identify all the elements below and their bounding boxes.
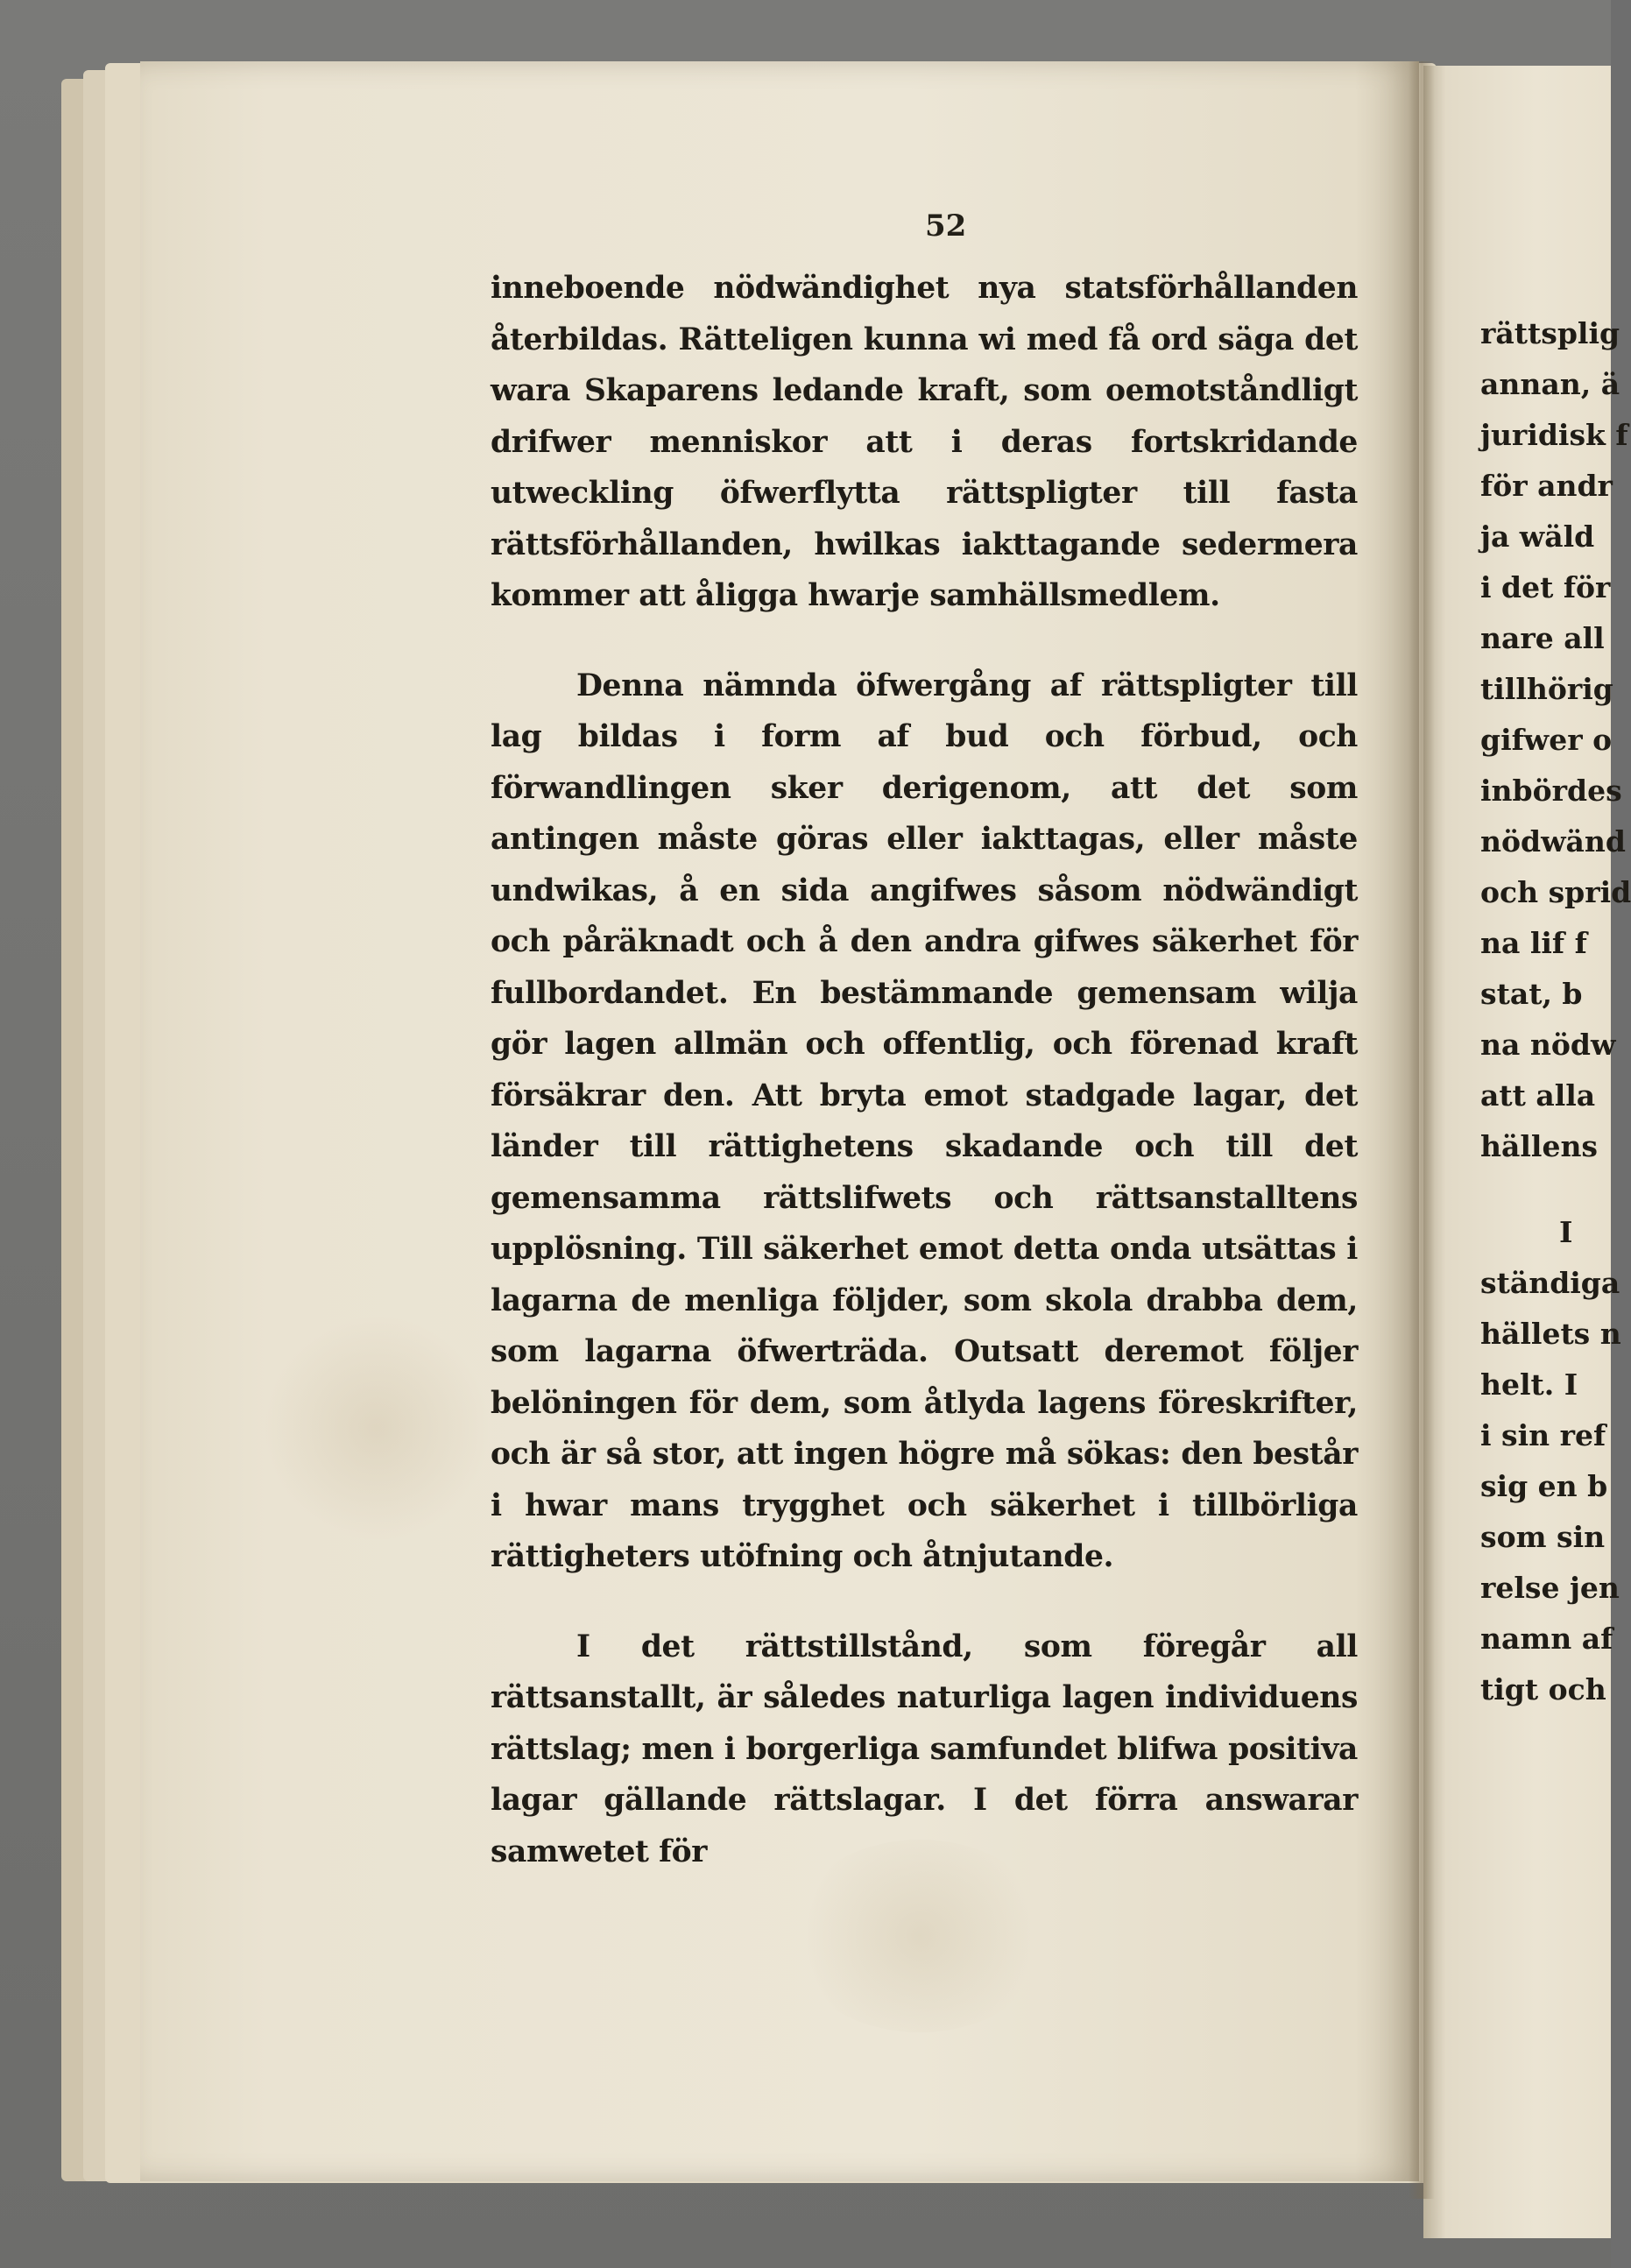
fragment-line: tillhörig (1480, 672, 1613, 706)
fragment-line: och sprid (1480, 875, 1631, 909)
paper-stain (263, 1314, 491, 1542)
fragment-line: i det för (1480, 570, 1611, 604)
fragment-line: hällens (1480, 1129, 1599, 1163)
fragment-line: tigt och (1480, 1672, 1606, 1706)
fragment-line: hällets n (1480, 1317, 1621, 1351)
paragraph-2: Denna nämnda öfwergång af rättspligter till lag bildas i form af bud och förbud, och förwandlingen sker derigenom, att det som antingen måste göras eller iakttagas, eller måste undwikas, å en sida angifwes såsom nödwändigt och påräknadt och å den andra gifwes säkerhet för fullbordandet. En bestämmande gemensam wilja gör lagen allmän och offentlig, och förenad kraft försäkrar den. Att bryta emot stadgade lagar, det länder till rättighetens skadande och till det gemensamma rättslifwets och rättsanstalltens upplösning. Till säkerhet emot detta onda utsättas i lagarna de menliga följder, som skola drabba dem, som lagarna öfwerträda. Outsatt deremot följer belöningen för dem, som åtlyda lagens föreskrifter, och är så stor, att ingen högre må sökas: den består i hwar mans trygghet och säkerhet i tillbörliga rättigheters utöfning och åtnjutande. (491, 668, 1358, 1574)
fragment-line: sig en b (1480, 1469, 1608, 1503)
left-page-text (491, 263, 1358, 1916)
fragment-line: inbördes (1480, 774, 1622, 808)
fragment-line: annan, ä (1480, 367, 1620, 401)
fragment-line: relse jen (1480, 1571, 1620, 1605)
fragment-line: rättsplig (1480, 316, 1620, 350)
fragment-line: juridisk f (1480, 418, 1628, 452)
paragraph-1: inneboende nödwändighet nya statsförhållanden återbildas. Rätteligen kunna wi med få ord säga det wara Skaparens ledande kraft, som oemotståndligt drifwer menniskor att i deras fortskridande utweckling öfwerflytta rättspligter till fasta rättsförhållanden, hwilkas iakttagande sedermera kommer att åligga hwarje samhällsmedlem. (491, 271, 1358, 613)
fragment-line: gifwer o (1480, 723, 1613, 757)
paragraph-gap (1480, 1172, 1611, 1207)
fragment-line: nare all (1480, 621, 1605, 655)
paragraph-3: I det rättstillstånd, som föregår all rättsanstallt, är således naturliga lagen individuens rättslag; men i borgerliga samfundet blifwa positiva lagar gällande rättslagar. I det förra answarar samwetet för (491, 1629, 1358, 1869)
fragment-line: för andr (1480, 469, 1613, 503)
page-number: 52 (925, 208, 967, 244)
fragment-line: namn af (1480, 1622, 1613, 1656)
right-page-text-fragments (1480, 308, 1631, 1715)
fragment-line: att alla (1480, 1078, 1596, 1113)
fragment-line: ja wäld (1480, 519, 1595, 554)
book-gutter (1409, 61, 1435, 2199)
fragment-line: ständiga (1480, 1266, 1620, 1300)
fragment-line: I (1559, 1215, 1573, 1249)
fragment-line: stat, b (1480, 977, 1583, 1011)
fragment-line: i sin ref (1480, 1418, 1606, 1452)
fragment-line: na nödw (1480, 1028, 1616, 1062)
fragment-line: nödwänd (1480, 824, 1626, 858)
fragment-line: helt. I (1480, 1367, 1578, 1402)
fragment-line: som sin (1480, 1520, 1606, 1554)
fragment-line: na lif f (1480, 926, 1587, 960)
